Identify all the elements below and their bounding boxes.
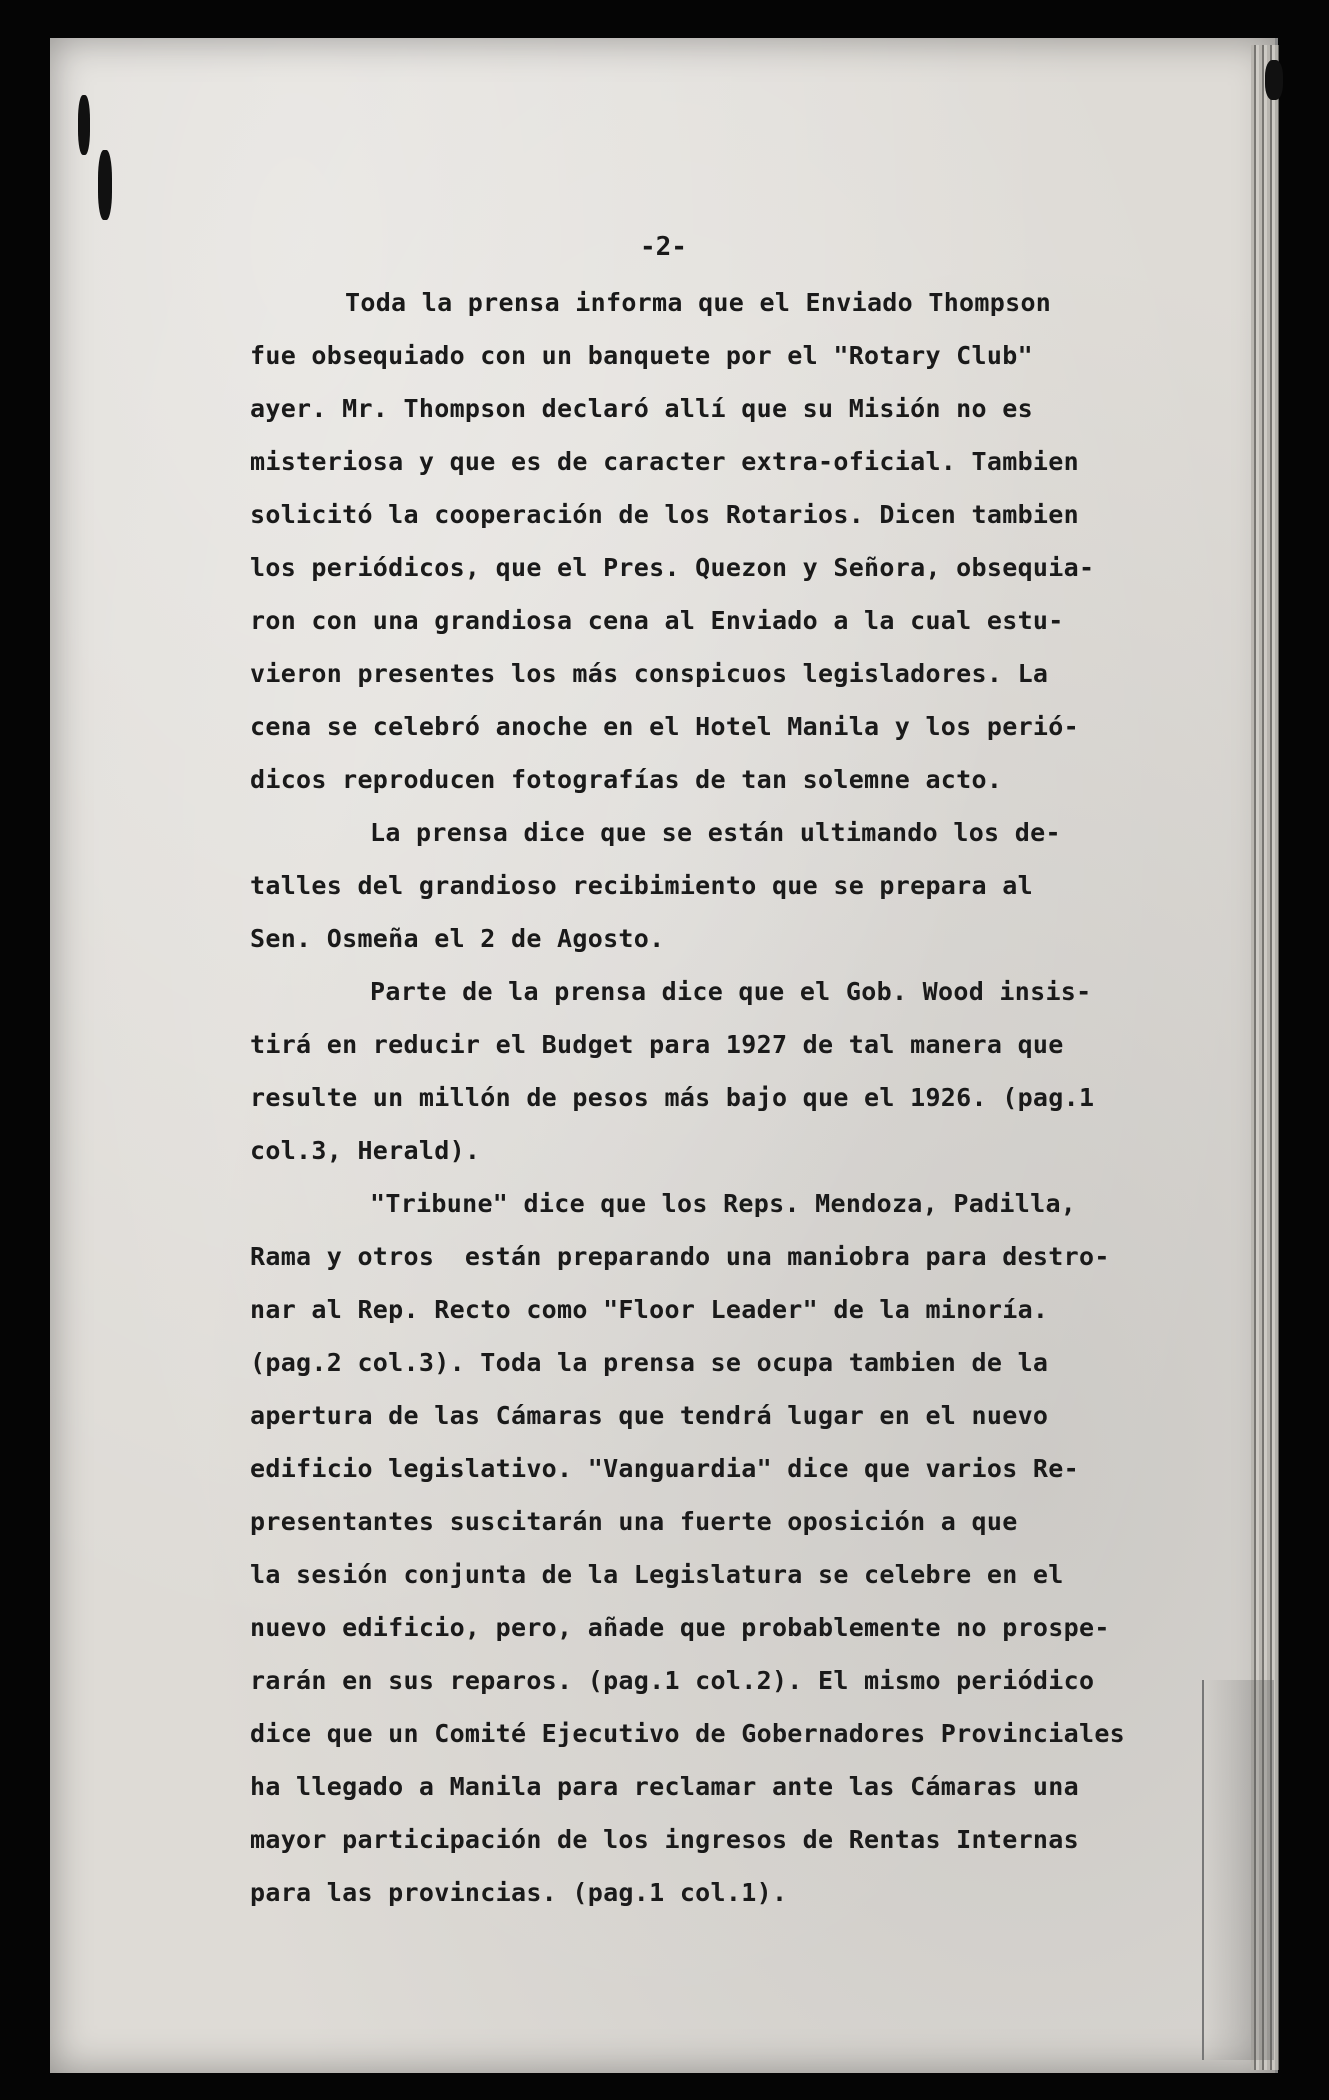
text-line: rarán en sus reparos. (pag.1 col.2). El mismo periódico	[250, 1666, 1095, 1695]
text-line: fue obsequiado con un banquete por el "Rotary Club"	[250, 341, 1033, 370]
ink-blot	[78, 95, 90, 155]
text-line: tirá en reducir el Budget para 1927 de tal manera que	[250, 1030, 1064, 1059]
text-line: solicitó la cooperación de los Rotarios. Dicen tambien	[250, 500, 1079, 529]
text-line: La prensa dice que se están ultimando los de-	[370, 818, 1061, 847]
text-line: mayor participación de los ingresos de Rentas Internas	[250, 1825, 1079, 1854]
text-line: los periódicos, que el Pres. Quezon y Señora, obsequia-	[250, 553, 1095, 582]
text-line: ron con una grandiosa cena al Enviado a la cual estu-	[250, 606, 1064, 635]
text-line: dice que un Comité Ejecutivo de Gobernadores Provinciales	[250, 1719, 1126, 1748]
text-line: cena se celebró anoche en el Hotel Manila y los perió-	[250, 712, 1079, 741]
text-line: ha llegado a Manila para reclamar ante las Cámaras una	[250, 1772, 1079, 1801]
page-curl	[1202, 1680, 1274, 2060]
text-line: talles del grandioso recibimiento que se prepara al	[250, 871, 1033, 900]
text-line: nar al Rep. Recto como "Floor Leader" de la minoría.	[250, 1295, 1049, 1324]
text-line: vieron presentes los más conspicuos legisladores. La	[250, 659, 1049, 688]
text-line: misteriosa y que es de caracter extra-oficial. Tambien	[250, 447, 1079, 476]
text-line: ayer. Mr. Thompson declaró allí que su Misión no es	[250, 394, 1033, 423]
page-number: -2-	[640, 232, 687, 262]
text-line: (pag.2 col.3). Toda la prensa se ocupa tambien de la	[250, 1348, 1049, 1377]
text-line: Rama y otros están preparando una maniobra para destro-	[250, 1242, 1110, 1271]
text-line: col.3, Herald).	[250, 1136, 481, 1165]
text-line: nuevo edificio, pero, añade que probablemente no prospe-	[250, 1613, 1110, 1642]
ink-blot	[98, 150, 112, 220]
text-line: presentantes suscitarán una fuerte oposición a que	[250, 1507, 1018, 1536]
text-line: la sesión conjunta de la Legislatura se celebre en el	[250, 1560, 1064, 1589]
text-line: Parte de la prensa dice que el Gob. Wood insis-	[370, 977, 1092, 1006]
ink-blot	[1265, 60, 1283, 100]
text-line: edificio legislativo. "Vanguardia" dice que varios Re-	[250, 1454, 1079, 1483]
text-line: resulte un millón de pesos más bajo que el 1926. (pag.1	[250, 1083, 1095, 1112]
text-line: para las provincias. (pag.1 col.1).	[250, 1878, 788, 1907]
text-line: Sen. Osmeña el 2 de Agosto.	[250, 924, 665, 953]
text-line: Toda la prensa informa que el Enviado Thompson	[345, 288, 1052, 317]
text-line: dicos reproducen fotografías de tan solemne acto.	[250, 765, 1003, 794]
text-line: "Tribune" dice que los Reps. Mendoza, Padilla,	[370, 1189, 1077, 1218]
text-line: apertura de las Cámaras que tendrá lugar en el nuevo	[250, 1401, 1049, 1430]
